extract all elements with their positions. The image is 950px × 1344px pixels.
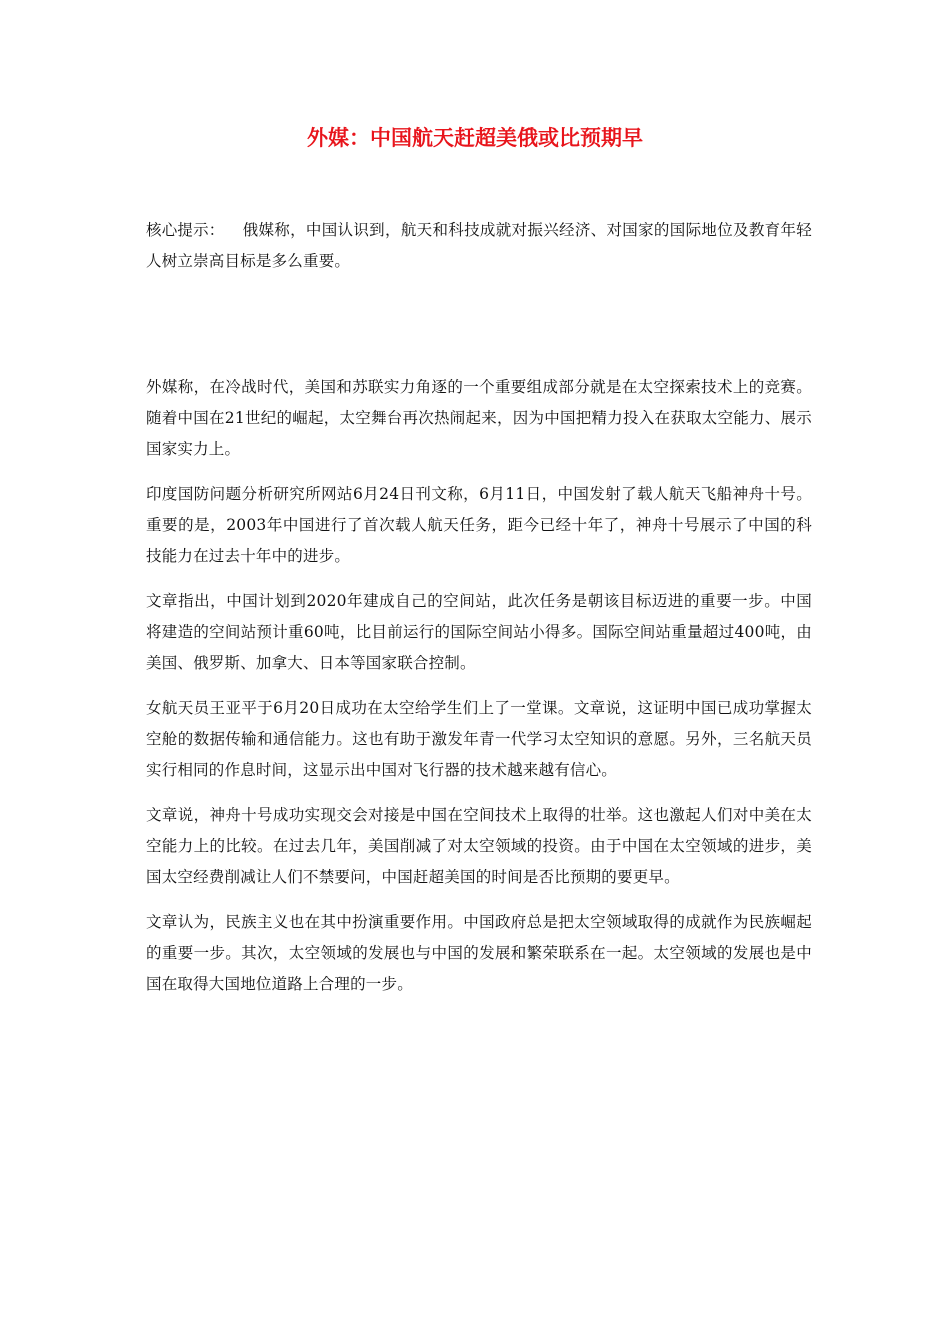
summary bbox=[146, 215, 812, 277]
paragraph: 女航天员王亚平于6月20日成功在太空给学生们上了一堂课。文章说，这证明中国已成功掌握太空舱的数据传输和通信能力。这也有助于激发年青一代学习太空知识的意愿。另外，三名航天员实行相同的作息时间，这显示出中国对飞行器的技术越来越有信心。 bbox=[146, 699, 812, 779]
summary-label: 核心提示： bbox=[146, 221, 225, 239]
paragraph: 外媒称，在冷战时代，美国和苏联实力角逐的一个重要组成部分就是在太空探索技术上的竞赛。随着中国在21世纪的崛起，太空舞台再次热闹起来，因为中国把精力投入在获取太空能力、展示国家实力上。 bbox=[146, 378, 812, 458]
paragraph: 文章认为，民族主义也在其中扮演重要作用。中国政府总是把太空领域取得的成就作为民族崛起的重要一步。其次，太空领域的发展也与中国的发展和繁荣联系在一起。太空领域的发展也是中国在取得大国地位道路上合理的一步。 bbox=[146, 913, 812, 993]
paragraph: 文章指出，中国计划到2020年建成自己的空间站，此次任务是朝该目标迈进的重要一步。中国将建造的空间站预计重60吨，比目前运行的国际空间站小得多。国际空间站重量超过400吨，由美国、俄罗斯、加拿大、日本等国家联合控制。 bbox=[146, 592, 812, 672]
article-body bbox=[146, 215, 812, 1014]
page-title: 外媒：中国航天赶超美俄或比预期早 bbox=[307, 126, 643, 150]
paragraph: 文章说，神舟十号成功实现交会对接是中国在空间技术上取得的壮举。这也激起人们对中美在太空能力上的比较。在过去几年，美国削减了对太空领域的投资。由于中国在太空领域的进步，美国太空经费削减让人们不禁要问，中国赶超美国的时间是否比预期的要更早。 bbox=[146, 806, 812, 886]
paragraph: 印度国防问题分析研究所网站6月24日刊文称，6月11日，中国发射了载人航天飞船神舟十号。重要的是，2003年中国进行了首次载人航天任务，距今已经十年了，神舟十号展示了中国的科技能力在过去十年中的进步。 bbox=[146, 485, 812, 565]
summary-text: 俄媒称，中国认识到，航天和科技成就对振兴经济、对国家的国际地位及教育年轻人树立崇高目标是多么重要。 bbox=[146, 221, 812, 270]
